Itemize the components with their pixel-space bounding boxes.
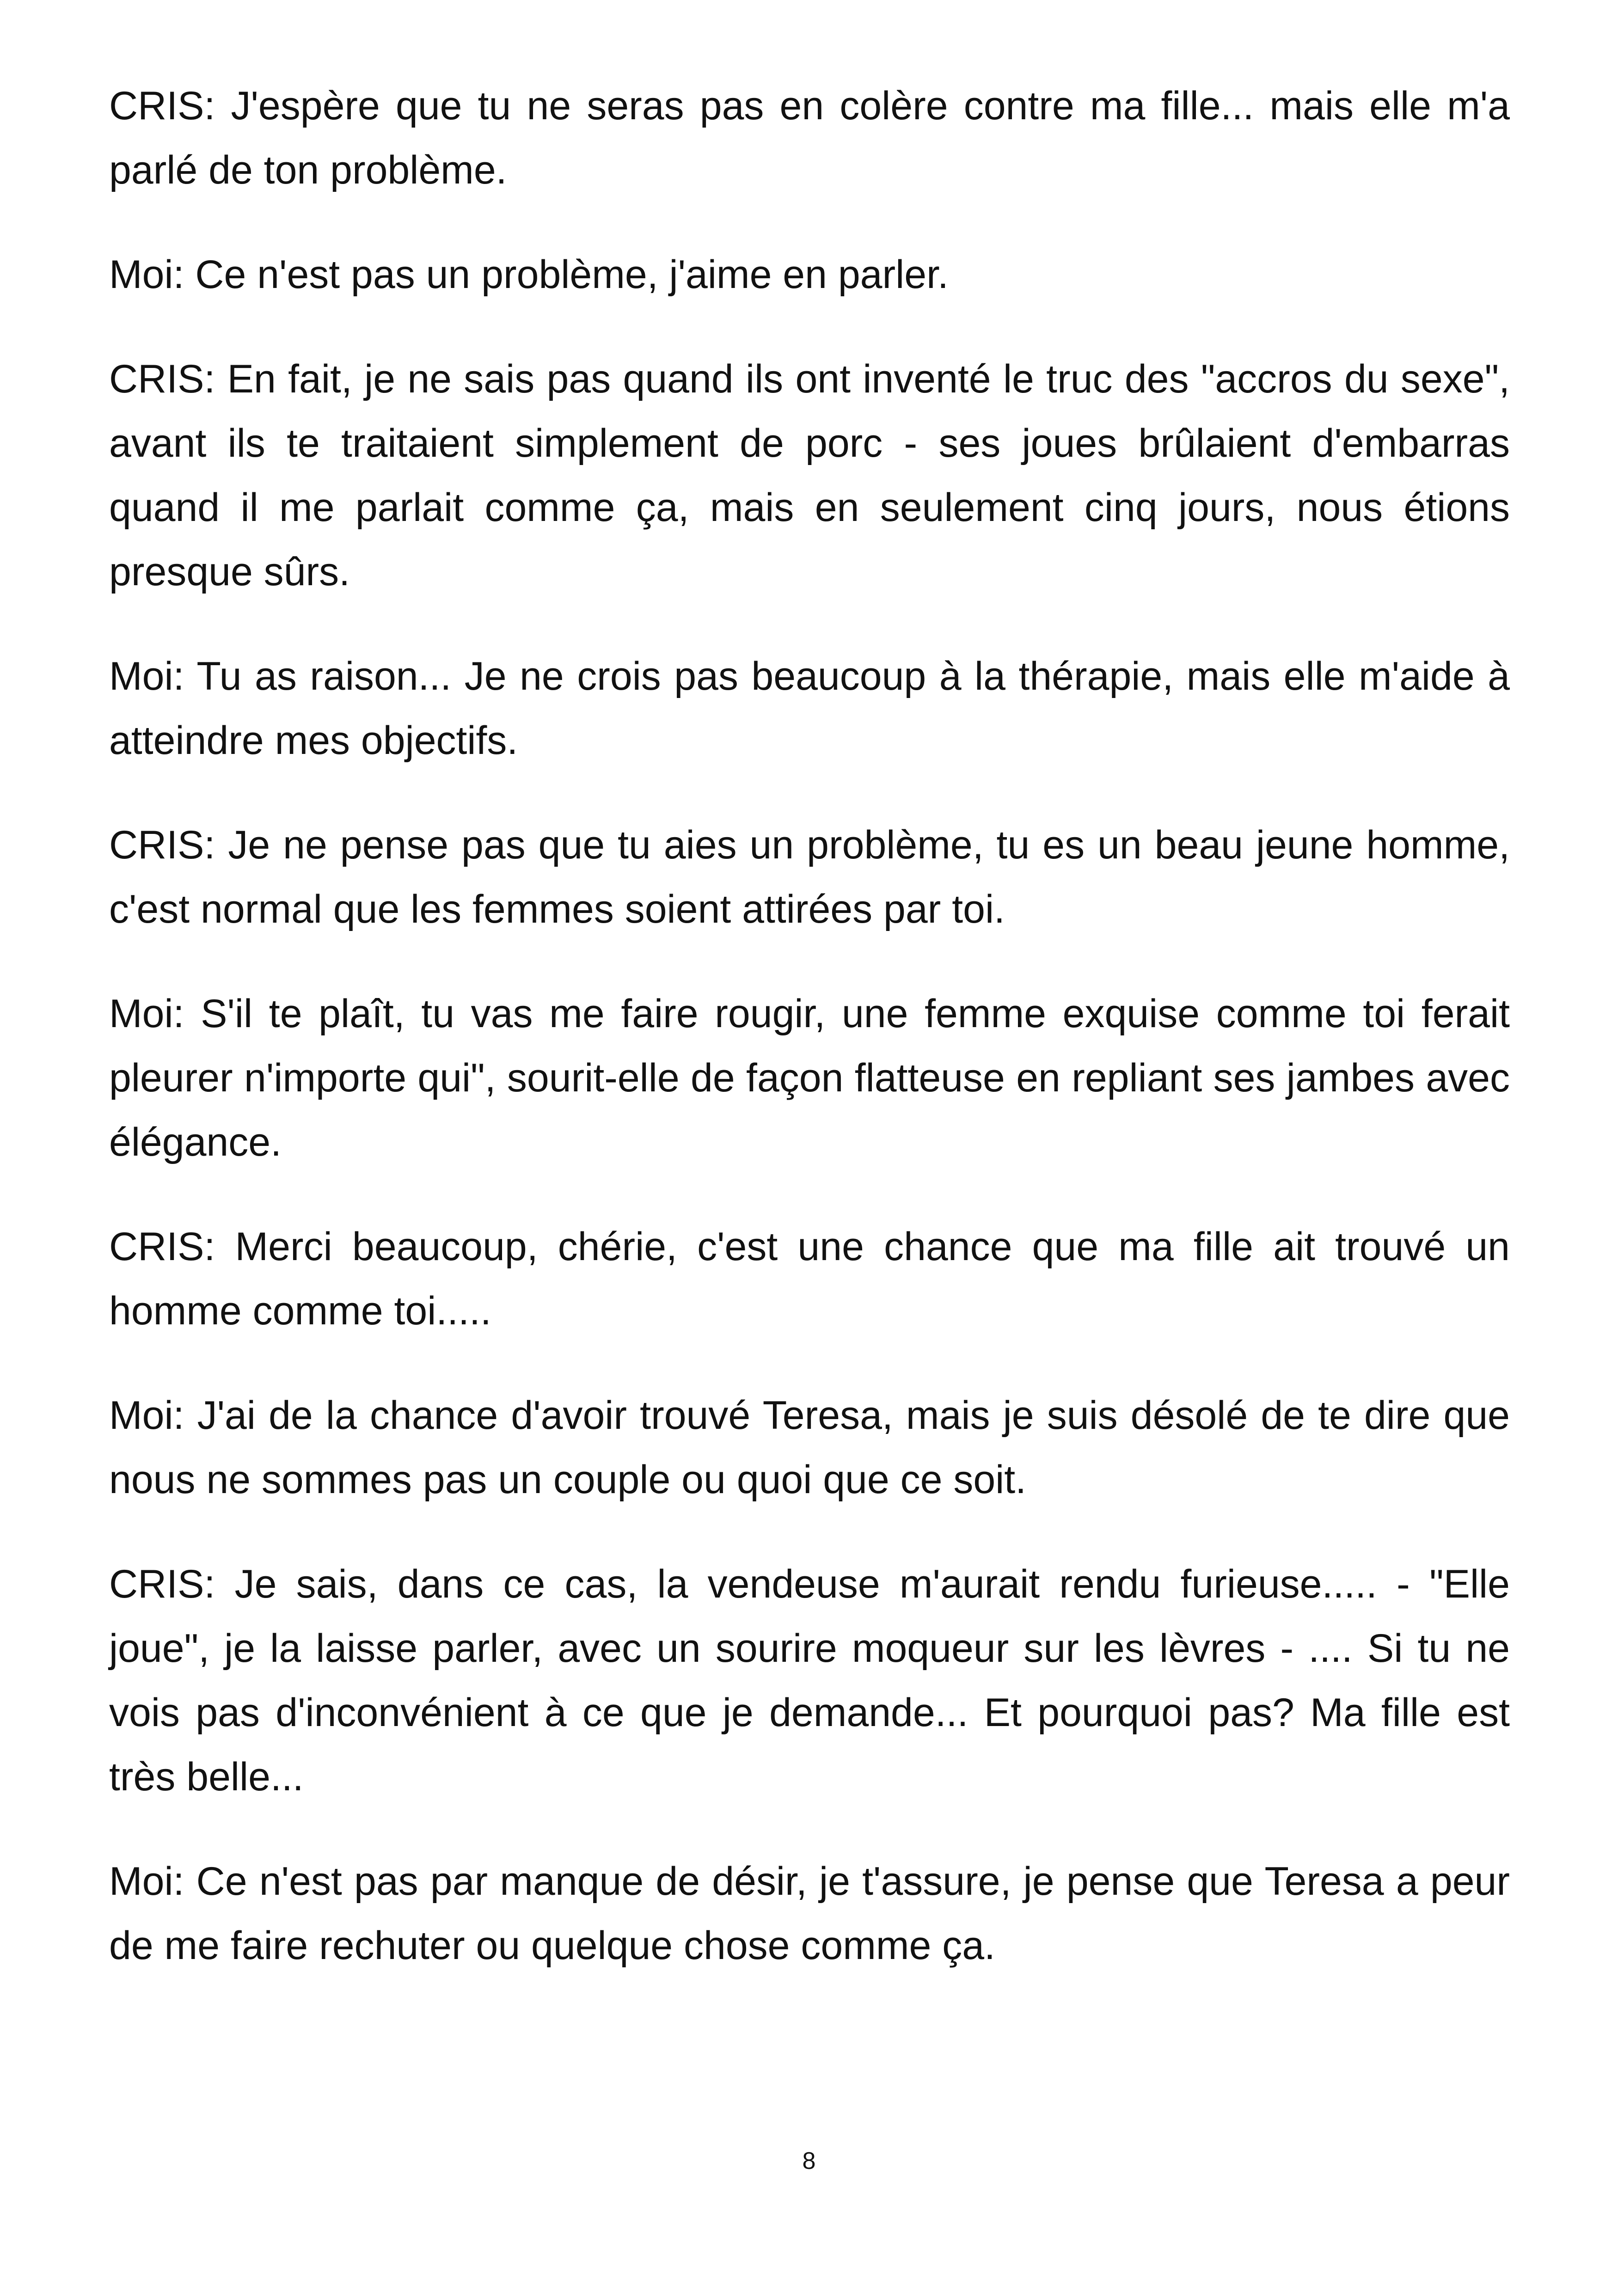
paragraph: Moi: Tu as raison... Je ne crois pas beaucoup à la thérapie, mais elle m'aide à atteindre mes objectifs.	[109, 654, 1510, 763]
body-text	[109, 74, 1510, 2018]
paragraph: CRIS: Je ne pense pas que tu aies un problème, tu es un beau jeune homme, c'est normal que les femmes soient attirées par toi.	[109, 823, 1510, 931]
paragraph: CRIS: J'espère que tu ne seras pas en colère contre ma fille... mais elle m'a parlé de ton problème.	[109, 84, 1510, 192]
paragraph: Moi: J'ai de la chance d'avoir trouvé Teresa, mais je suis désolé de te dire que nous ne sommes pas un couple ou quoi que ce soit.	[109, 1393, 1510, 1502]
paragraph: CRIS: Je sais, dans ce cas, la vendeuse m'aurait rendu furieuse..... - "Elle joue", je la laisse parler, avec un sourire moqueur sur les lèvres - .... Si tu ne vois pas d'inconvénient à ce que je demande... Et pourquoi pas? Ma fille est très belle...	[109, 1562, 1510, 1799]
paragraph: CRIS: Merci beaucoup, chérie, c'est une chance que ma fille ait trouvé un homme comme toi.....	[109, 1225, 1510, 1333]
paragraph: CRIS: En fait, je ne sais pas quand ils ont inventé le truc des "accros du sexe", avant ils te traitaient simplement de porc - ses joues brûlaient d'embarras quand il me parlait comme ça, mais en seulement cinq jours, nous étions presque sûrs.	[109, 357, 1510, 594]
paragraph: Moi: S'il te plaît, tu vas me faire rougir, une femme exquise comme toi ferait pleurer n'importe qui", sourit-elle de façon flatteuse en repliant ses jambes avec élégance.	[109, 992, 1510, 1164]
paragraph: Moi: Ce n'est pas par manque de désir, je t'assure, je pense que Teresa a peur de me faire rechuter ou quelque chose comme ça.	[109, 1859, 1510, 1968]
paragraph: Moi: Ce n'est pas un problème, j'aime en parler.	[109, 252, 949, 297]
page-number: 8	[802, 2148, 816, 2174]
